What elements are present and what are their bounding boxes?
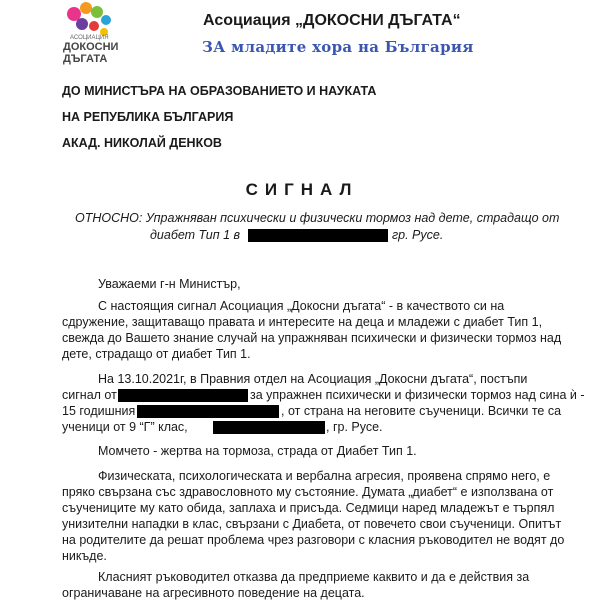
paragraph-line: Класният ръководител отказва да предприеме каквито и да е действия за — [98, 570, 530, 584]
paragraph-line: на родителите да решат проблема чрез разговори с класния ръководител не водят до — [62, 533, 565, 547]
paragraph-2-line-3-start: 15 годишния — [62, 404, 136, 418]
paragraph-line: Физическата, психологическата и вербална агресия, проявена спрямо него, е — [98, 469, 551, 483]
addressee-line-3: АКАД. НИКОЛАЙ ДЕНКОВ — [62, 136, 222, 150]
subject-line-2-start: диабет Тип 1 в — [150, 228, 241, 242]
tagline: ЗА младите хора на България — [202, 38, 474, 56]
document-title: СИГНАЛ — [245, 180, 359, 199]
paragraph-4 — [62, 468, 582, 564]
paragraph-line: сдружение, защитаващо правата и интересите на деца и младежи с диабет Тип 1, — [62, 315, 543, 329]
paragraph-line: ограничаване на агресивното поведение на децата. — [62, 586, 365, 600]
paragraph-2-line-2-end: за упражнен психически и физически тормоз над сина ѝ - — [250, 388, 585, 402]
rainbow-hands-icon — [64, 0, 120, 38]
paragraph-line: никъде. — [62, 549, 107, 563]
redaction-bar — [248, 229, 388, 242]
paragraph-line: дете, страдащо от диабет Тип 1. — [62, 347, 251, 361]
redaction-bar — [118, 389, 248, 402]
paragraph-2-line-1: На 13.10.2021г, в Правния отдел на Асоциация „Докосни дъгата“, постъпи — [98, 372, 528, 386]
paragraph-5 — [62, 569, 582, 601]
paragraph-3: Момчето - жертва на тормоза, страда от Диабет Тип 1. — [98, 444, 417, 458]
paragraph-2-line-2-start: сигнал от — [62, 388, 117, 402]
paragraph-line: свежда до Вашето знание случай на упражняван психически и физически тормоз над — [62, 331, 562, 345]
subject-line-1: ОТНОСНО: Упражняван психически и физически тормоз над дете, страдащо от — [75, 211, 560, 225]
paragraph-line: пряко свързана със здравословното му състояние. Думата „диабет“ е използвана от — [62, 485, 554, 499]
paragraph-2-line-4-end: , гр. Русе. — [326, 420, 383, 434]
organization-name: Асоциация „ДОКОСНИ ДЪГАТА“ — [203, 12, 461, 29]
logo-text-bottom: ДЪГАТА — [63, 53, 108, 65]
paragraph-line: С настоящия сигнал Асоциация „Докосни дъгата“ - в качеството си на — [98, 299, 505, 313]
redaction-bar — [213, 421, 325, 434]
addressee-line-2: НА РЕПУБЛИКА БЪЛГАРИЯ — [62, 110, 234, 124]
paragraph-line: съучениците му като обида, заплаха и присъда. Седмици наред младежът е търпял — [62, 501, 555, 515]
greeting: Уважаеми г-н Министър, — [98, 277, 241, 291]
paragraph-1 — [62, 298, 582, 362]
paragraph-2-line-4-start: ученици от 9 “Г” клас, — [62, 420, 188, 434]
redaction-bar — [137, 405, 279, 418]
logo-text-top: ДОКОСНИ — [63, 41, 119, 53]
paragraph-2-line-3-end: , от страна на неговите съученици. Всички те са — [281, 404, 562, 418]
logo-text-small: АСОЦИАЦИЯ — [70, 35, 109, 41]
paragraph-line: унизителни нападки в клас, свързани с Диабета, от повечето свои съученици. Опитът — [62, 517, 562, 531]
subject-line-2-end: гр. Русе. — [392, 228, 444, 242]
addressee-line-1: ДО МИНИСТЪРА НА ОБРАЗОВАНИЕТО И НАУКАТА — [62, 84, 377, 98]
